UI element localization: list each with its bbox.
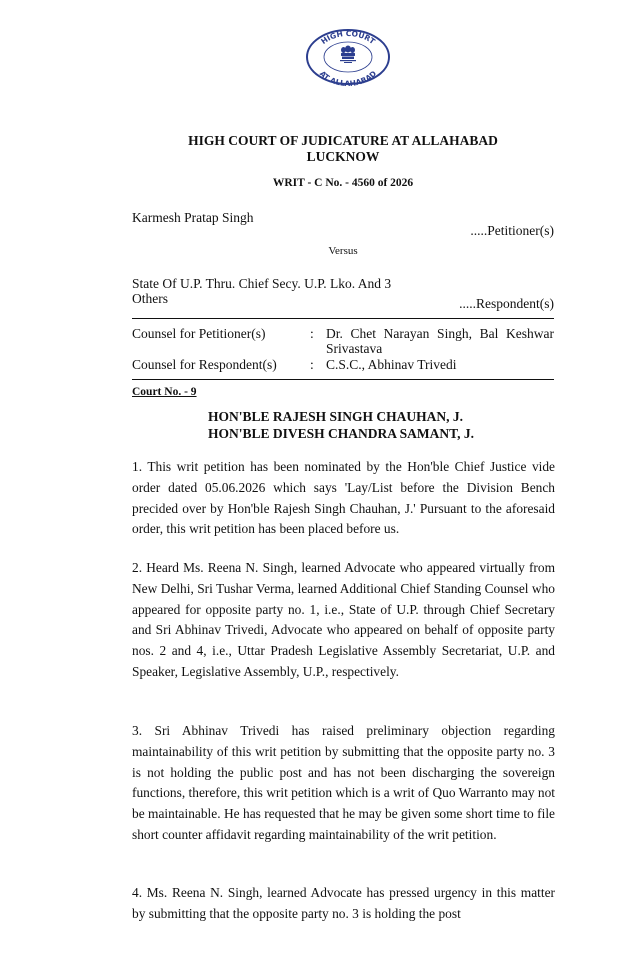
respondent-role: .....Respondent(s) [459, 296, 554, 311]
counsel-petitioner-label: Counsel for Petitioner(s) [132, 326, 266, 341]
order-paragraph: 4. Ms. Reena N. Singh, learned Advocate has pressed urgency in this matter by submitting that the opposite party no. 3 is holding the post [132, 885, 555, 921]
court-title: HIGH COURT OF JUDICATURE AT ALLAHABAD [188, 133, 498, 148]
counsel-petitioner-colon: : [310, 326, 314, 341]
divider-bottom [132, 379, 554, 380]
svg-text:HIGH COURT [319, 29, 377, 47]
versus-label: Versus [328, 245, 358, 257]
order-paragraph: 3. Sri Abhinav Trivedi has raised preliminary objection regarding maintainability of this writ petition by submitting that the opposite party no. 3 is not holding the public post and has not been discharging the sovereign functions, therefore, this writ petition which is a writ of Quo Warranto may not be maintainable. He has requested that he may be given some short time to file short counter affidavit regarding maintainability of the writ petition. [132, 723, 555, 842]
order-paragraph: 2. Heard Ms. Reena N. Singh, learned Advocate who appeared virtually from New Delhi, Sri Tushar Verma, learned Additional Chief Standing Counsel who appeared for opposite party no. 1, i.e., State of U.P. through Chief Secretary and Sri Abhinav Trivedi, Advocate who appeared on behalf of opposite party nos. 2 and 4, i.e., Uttar Pradesh Legislative Assembly Secretariat, U.P. and Speaker, Legislative Assembly, U.P., respectively. [132, 560, 555, 679]
judge-name: HON'BLE DIVESH CHANDRA SAMANT, J. [208, 426, 475, 441]
petitioner-name: Karmesh Pratap Singh [132, 210, 254, 225]
seal-text-bottom: AT ALLAHABAD [317, 69, 379, 86]
writ-number: WRIT - C No. - 4560 of 2026 [272, 177, 414, 189]
respondent-name: State Of U.P. Thru. Chief Secy. U.P. Lko. And 3 Others [132, 276, 392, 306]
divider-top [132, 318, 554, 319]
counsel-respondent-colon: : [310, 357, 314, 372]
court-number: Court No. - 9 [132, 386, 197, 398]
order-paragraph: 1. This writ petition has been nominated by the Hon'ble Chief Justice vide order dated 05.06.2026 which says 'Lay/List before the Division Bench precided over by Hon'ble Rajesh Singh Chauhan, J.' Pursuant to the aforesaid order, this writ petition has been placed before us. [132, 459, 555, 537]
counsel-petitioner-value: Dr. Chet Narayan Singh, Bal Keshwar Srivastava [326, 326, 554, 356]
counsel-respondent-value: C.S.C., Abhinav Trivedi [326, 357, 457, 372]
court-bench: LUCKNOW [306, 149, 380, 164]
judge-name: HON'BLE RAJESH SINGH CHAUHAN, J. [208, 409, 464, 424]
seal-text-top: HIGH COURT [319, 28, 377, 47]
svg-text:AT ALLAHABAD [318, 69, 378, 86]
counsel-respondent-label: Counsel for Respondent(s) [132, 357, 277, 372]
petitioner-role: .....Petitioner(s) [470, 223, 554, 238]
high-court-seal-logo [305, 28, 391, 86]
emblem-icon [340, 46, 356, 64]
